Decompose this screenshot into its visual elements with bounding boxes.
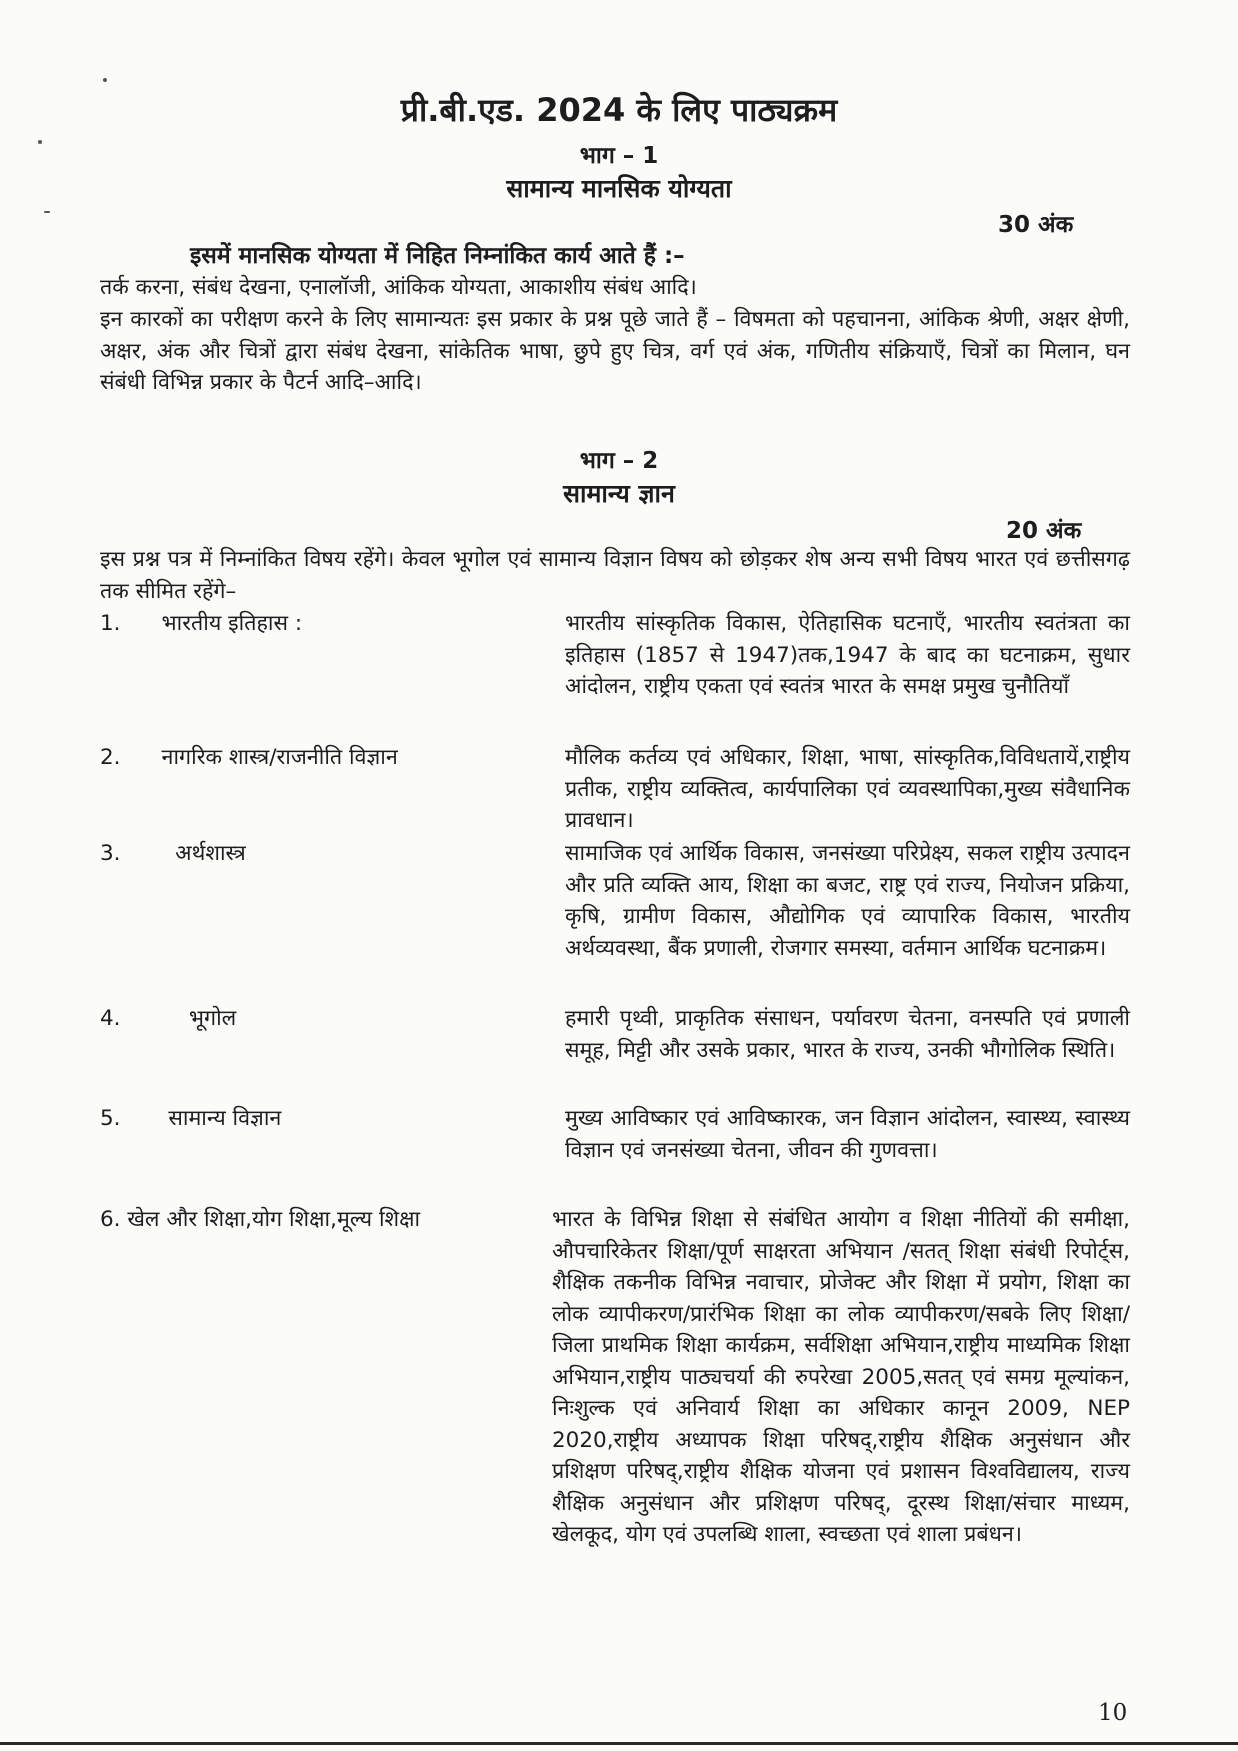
topic-description: सामाजिक एवं आर्थिक विकास, जनसंख्या परिप्रेक्ष्य, सकल राष्ट्रीय उत्पादन और प्रति व्यक्ति आय, शिक्षा का बजट, राष्ट्र एवं राज्य, नियोजन प्रक्रिया, कृषि, ग्रामीण विकास, औद्योगिक एवं व्यापारिक विकास, भारतीय अर्थव्यवस्था, बैंक प्रणाली, रोजगार समस्या, वर्तमान आर्थिक घटनाक्रम।: [565, 841, 1130, 961]
document-title: प्री.बी.एड. 2024 के लिए पाठ्यक्रम: [400, 91, 838, 129]
part1-marks: 30 अंक: [998, 212, 1074, 238]
scan-speck: [44, 211, 50, 213]
part1-heading: भाग – 1: [579, 143, 659, 169]
topic-label: 3. अर्थशास्त्र: [100, 841, 246, 866]
part1-subject: सामान्य मानसिक योग्यता: [506, 174, 732, 203]
topic-label: 4. भूगोल: [100, 1006, 237, 1031]
topic-description: हमारी पृथ्वी, प्राकृतिक संसाधन, पर्यावरण चेतना, वनस्पति एवं प्रणाली समूह, मिट्टी और उसके प्रकार, भारत के राज्य, उनकी भौगोलिक स्थिति।: [565, 1006, 1130, 1063]
topic-description: मौलिक कर्तव्य एवं अधिकार, शिक्षा, भाषा, सांस्कृतिक,विविधतायें,राष्ट्रीय प्रतीक, राष्ट्रीय व्यक्तित्व, कार्यपालिका एवं व्यवस्थापिका,मुख्य संवैधानिक प्रावधान।: [565, 745, 1130, 833]
part2-subject: सामान्य ज्ञान: [563, 479, 675, 508]
topic-description: भारतीय सांस्कृतिक विकास, ऐतिहासिक घटनाएँ, भारतीय स्वतंत्रता का इतिहास (1857 से 1947)तक,1947 के बाद का घटनाक्रम, सुधार आंदोलन, राष्ट्रीय एकता एवं स्वतंत्र भारत के समक्ष प्रमुख चुनौतियाँ: [565, 611, 1130, 699]
part1-paragraph-1: तर्क करना, संबंध देखना, एनालॉजी, आंकिक योग्यता, आकाशीय संबंध आदि।: [100, 275, 697, 300]
part1-intro-heading: इसमें मानसिक योग्यता में निहित निम्नांकित कार्य आते हैं :–: [190, 243, 685, 269]
part2-marks: 20 अंक: [1006, 518, 1082, 544]
topic-label: 5. सामान्य विज्ञान: [100, 1106, 282, 1131]
page-number: 10: [1098, 1700, 1128, 1726]
topic-label: 1. भारतीय इतिहास :: [100, 611, 303, 636]
topic-description: भारत के विभिन्न शिक्षा से संबंधित आयोग व शिक्षा नीतियों की समीक्षा, औपचारिकेतर शिक्षा/पूर्ण साक्षरता अभियान /सतत् शिक्षा संबंधी रिपोर्ट्स, शैक्षिक तकनीक विभिन्न नवाचार, प्रोजेक्ट और शिक्षा में प्रयोग, शिक्षा का लोक व्यापीकरण/प्रारंभिक शिक्षा का लोक व्यापीकरण/सबके लिए शिक्षा/जिला प्राथमिक शिक्षा कार्यक्रम, सर्वशिक्षा अभियान,राष्ट्रीय माध्यमिक शिक्षा अभियान,राष्ट्रीय पाठ्यचर्या की रुपरेखा 2005,सतत् एवं समग्र मूल्यांकन, निःशुल्क एवं अनिवार्य शिक्षा का अधिकार कानून 2009, NEP 2020,राष्ट्रीय अध्यापक शिक्षा परिषद्,राष्ट्रीय शैक्षिक अनुसंधान और प्रशिक्षण परिषद्,राष्ट्रीय शैक्षिक योजना एवं प्रशासन विश्वविद्यालय, राज्य शैक्षिक अनुसंधान और प्रशिक्षण परिषद्, दूरस्थ शिक्षा/संचार माध्यम, खेलकूद, योग एवं उपलब्धि शाला, स्वच्छता एवं शाला प्रबंधन।: [552, 1207, 1130, 1547]
topic-description: मुख्य आविष्कार एवं आविष्कारक, जन विज्ञान आंदोलन, स्वास्थ्य, स्वास्थ्य विज्ञान एवं जनसंख्या चेतना, जीवन की गुणवत्ता।: [565, 1106, 1130, 1163]
part1-paragraph-2: इन कारकों का परीक्षण करने के लिए सामान्यतः इस प्रकार के प्रश्न पूछे जाते हैं – विषमता को पहचानना, आंकिक श्रेणी, अक्षर क्षेणी, अक्षर, अंक और चित्रों द्वारा संबंध देखना, सांकेतिक भाषा, छुपे हुए चित्र, वर्ग एवं अंक, गणितीय संक्रियाएँ, चित्रों का मिलान, घन संबंधी विभिन्न प्रकार के पैटर्न आदि–आदि।: [100, 307, 1130, 395]
scan-speck: [103, 78, 107, 82]
scan-bottom-edge: [0, 1742, 1238, 1745]
topic-label: 2. नागरिक शास्त्र/राजनीति विज्ञान: [100, 745, 398, 770]
part2-intro: इस प्रश्न पत्र में निम्नांकित विषय रहेंगे। केवल भूगोल एवं सामान्य विज्ञान विषय को छोड़कर शेष अन्य सभी विषय भारत एवं छत्तीसगढ़ तक सीमित रहेंगे–: [100, 547, 1130, 604]
topic-label: 6. खेल और शिक्षा,योग शिक्षा,मूल्य शिक्षा: [100, 1207, 421, 1232]
part2-heading: भाग – 2: [579, 448, 659, 474]
